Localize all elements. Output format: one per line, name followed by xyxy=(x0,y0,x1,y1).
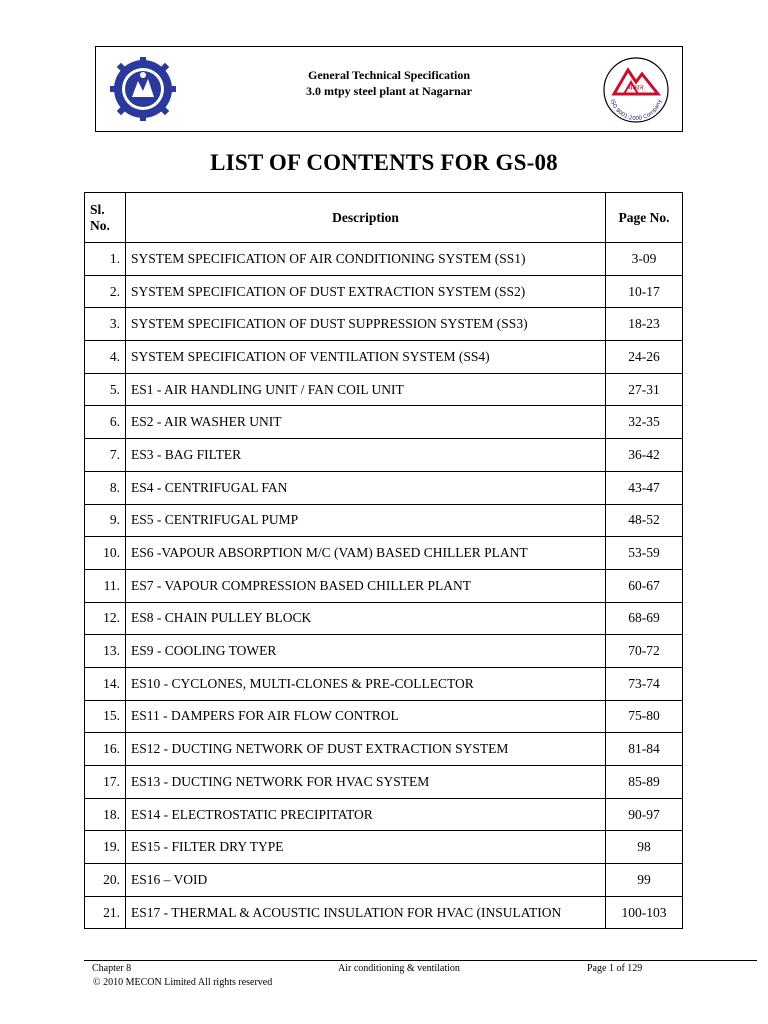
row-page-no: 68-69 xyxy=(606,602,683,635)
row-page-no: 36-42 xyxy=(606,439,683,472)
table-row xyxy=(85,471,683,504)
row-description: ES3 - BAG FILTER xyxy=(125,439,605,472)
row-description: ES16 – VOID xyxy=(125,864,605,897)
header-line-2: 3.0 mtpy steel plant at Nagarnar xyxy=(306,84,472,98)
row-sl-no: 18. xyxy=(85,798,126,831)
row-sl-no: 7. xyxy=(85,439,126,472)
row-description: SYSTEM SPECIFICATION OF AIR CONDITIONING SYSTEM (SS1) xyxy=(125,243,605,276)
row-page-no: 98 xyxy=(606,831,683,864)
row-page-no: 53-59 xyxy=(606,537,683,570)
row-sl-no: 4. xyxy=(85,341,126,374)
row-description: ES8 - CHAIN PULLEY BLOCK xyxy=(125,602,605,635)
table-row xyxy=(85,864,683,897)
row-sl-no: 10. xyxy=(85,537,126,570)
table-row xyxy=(85,341,683,374)
row-sl-no: 21. xyxy=(85,896,126,929)
row-description: SYSTEM SPECIFICATION OF DUST SUPPRESSION SYSTEM (SS3) xyxy=(125,308,605,341)
row-sl-no: 2. xyxy=(85,275,126,308)
row-page-no: 73-74 xyxy=(606,667,683,700)
row-description: ES10 - CYCLONES, MULTI-CLONES & PRE-COLLECTOR xyxy=(125,667,605,700)
row-sl-no: 3. xyxy=(85,308,126,341)
row-sl-no: 8. xyxy=(85,471,126,504)
row-sl-no: 12. xyxy=(85,602,126,635)
header-line-1: General Technical Specification xyxy=(308,68,470,82)
row-sl-no: 16. xyxy=(85,733,126,766)
row-sl-no: 6. xyxy=(85,406,126,439)
row-description: ES6 -VAPOUR ABSORPTION M/C (VAM) BASED CHILLER PLANT xyxy=(125,537,605,570)
table-row xyxy=(85,766,683,799)
row-page-no: 100-103 xyxy=(606,896,683,929)
row-page-no: 43-47 xyxy=(606,471,683,504)
row-page-no: 70-72 xyxy=(606,635,683,668)
table-row xyxy=(85,439,683,472)
table-header-row xyxy=(85,193,683,243)
footer-section: Air conditioning & ventilation xyxy=(338,963,460,974)
table-row xyxy=(85,373,683,406)
table-row xyxy=(85,896,683,929)
table-row xyxy=(85,733,683,766)
row-sl-no: 14. xyxy=(85,667,126,700)
table-row xyxy=(85,275,683,308)
row-page-no: 75-80 xyxy=(606,700,683,733)
header-title-block xyxy=(246,67,532,99)
mecon-logo-text: मेकान xyxy=(628,84,644,92)
row-page-no: 24-26 xyxy=(606,341,683,374)
row-page-no: 18-23 xyxy=(606,308,683,341)
row-page-no: 90-97 xyxy=(606,798,683,831)
table-row xyxy=(85,569,683,602)
row-page-no: 99 xyxy=(606,864,683,897)
row-page-no: 48-52 xyxy=(606,504,683,537)
row-description: ES17 - THERMAL & ACOUSTIC INSULATION FOR HVAC (INSULATION xyxy=(125,896,605,929)
contents-table xyxy=(84,192,683,929)
row-sl-no: 1. xyxy=(85,243,126,276)
row-sl-no: 13. xyxy=(85,635,126,668)
row-description: ES9 - COOLING TOWER xyxy=(125,635,605,668)
page-title: LIST OF CONTENTS FOR GS-08 xyxy=(210,150,558,175)
row-sl-no: 5. xyxy=(85,373,126,406)
row-page-no: 85-89 xyxy=(606,766,683,799)
table-row xyxy=(85,798,683,831)
header-page-no: Page No. xyxy=(606,193,683,243)
row-description: ES2 - AIR WASHER UNIT xyxy=(125,406,605,439)
table-row xyxy=(85,667,683,700)
table-row xyxy=(85,243,683,276)
row-description: ES12 - DUCTING NETWORK OF DUST EXTRACTION SYSTEM xyxy=(125,733,605,766)
table-row xyxy=(85,504,683,537)
footer-page-number: Page 1 of 129 xyxy=(587,963,643,974)
row-description: ES4 - CENTRIFUGAL FAN xyxy=(125,471,605,504)
row-description: ES13 - DUCTING NETWORK FOR HVAC SYSTEM xyxy=(125,766,605,799)
emblem-logo xyxy=(110,57,176,121)
row-sl-no: 20. xyxy=(85,864,126,897)
row-description: ES11 - DAMPERS FOR AIR FLOW CONTROL xyxy=(125,700,605,733)
row-page-no: 10-17 xyxy=(606,275,683,308)
table-row xyxy=(85,602,683,635)
table-row xyxy=(85,831,683,864)
row-description: ES7 - VAPOUR COMPRESSION BASED CHILLER PLANT xyxy=(125,569,605,602)
document-header xyxy=(95,46,683,132)
row-description: ES15 - FILTER DRY TYPE xyxy=(125,831,605,864)
row-description: SYSTEM SPECIFICATION OF VENTILATION SYSTEM (SS4) xyxy=(125,341,605,374)
header-sl-no: Sl. No. xyxy=(85,193,126,243)
mecon-logo-arc-text: ISO 9001:2000 Company xyxy=(608,98,664,123)
row-description: ES14 - ELECTROSTATIC PRECIPITATOR xyxy=(125,798,605,831)
header-description: Description xyxy=(125,193,605,243)
row-description: SYSTEM SPECIFICATION OF DUST EXTRACTION SYSTEM (SS2) xyxy=(125,275,605,308)
row-sl-no: 9. xyxy=(85,504,126,537)
table-row xyxy=(85,537,683,570)
row-page-no: 60-67 xyxy=(606,569,683,602)
footer-divider xyxy=(84,960,757,961)
contents-table-body xyxy=(85,243,683,929)
table-row xyxy=(85,700,683,733)
row-sl-no: 19. xyxy=(85,831,126,864)
mecon-logo xyxy=(600,54,672,126)
row-page-no: 81-84 xyxy=(606,733,683,766)
row-description: ES5 - CENTRIFUGAL PUMP xyxy=(125,504,605,537)
table-row xyxy=(85,635,683,668)
footer-chapter: Chapter 8 xyxy=(92,963,132,974)
table-row xyxy=(85,308,683,341)
row-page-no: 27-31 xyxy=(606,373,683,406)
row-sl-no: 17. xyxy=(85,766,126,799)
row-page-no: 3-09 xyxy=(606,243,683,276)
table-row xyxy=(85,406,683,439)
row-description: ES1 - AIR HANDLING UNIT / FAN COIL UNIT xyxy=(125,373,605,406)
footer-copyright: © 2010 MECON Limited All rights reserved xyxy=(93,977,273,988)
row-page-no: 32-35 xyxy=(606,406,683,439)
row-sl-no: 15. xyxy=(85,700,126,733)
row-sl-no: 11. xyxy=(85,569,126,602)
